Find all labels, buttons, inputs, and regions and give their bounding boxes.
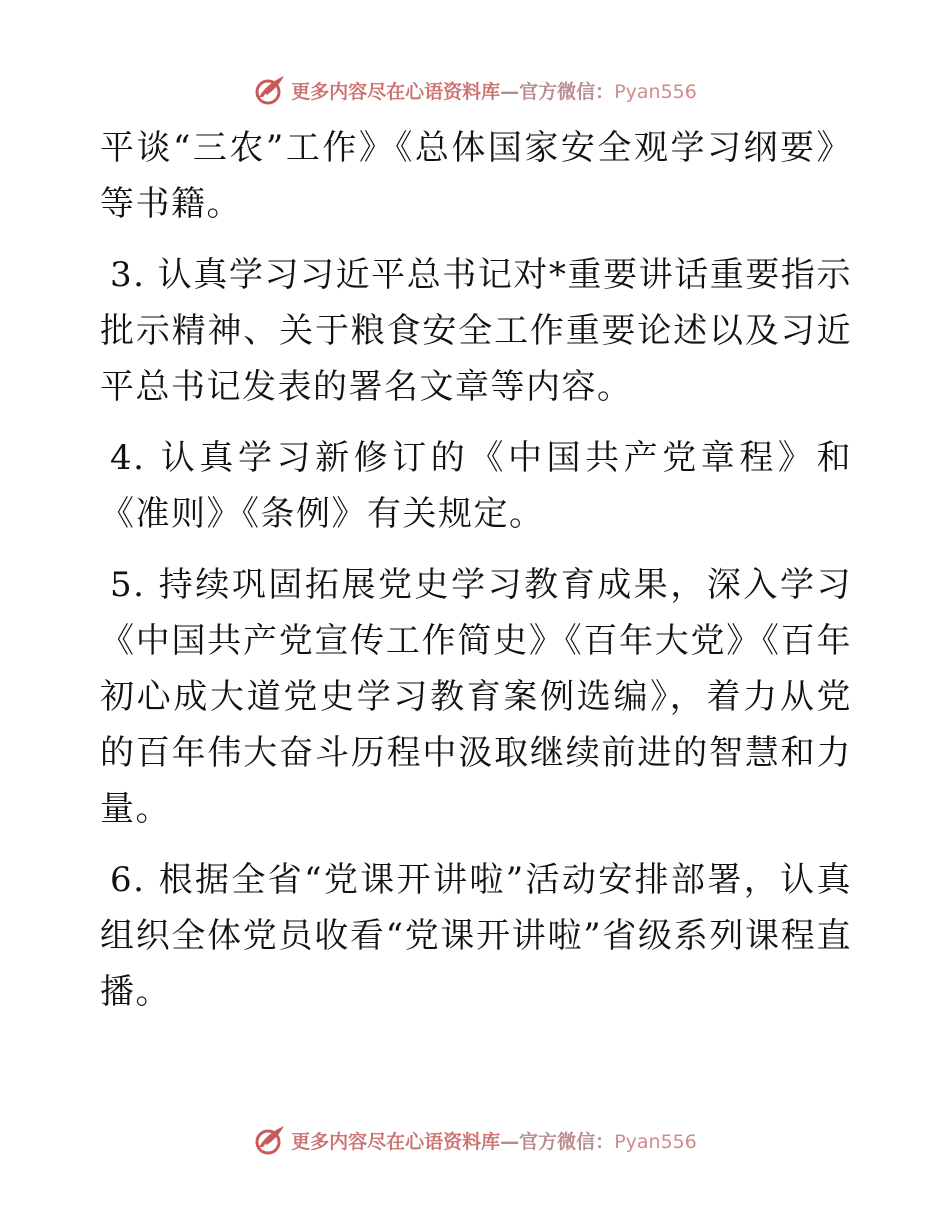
banner-main-text: 更多内容尽在心语资料库: [291, 1130, 501, 1153]
banner-separator-text: —官方微信：: [500, 80, 615, 103]
header-banner: [0, 70, 950, 110]
banner-wechat-id: Pyan556: [614, 80, 697, 103]
banner-separator-text: —官方微信：: [500, 1130, 615, 1153]
banner-text: [291, 1127, 697, 1154]
footer-banner: [0, 1120, 950, 1160]
document-body: [100, 120, 852, 1035]
paragraph-item-6: 6. 根据全省“党课开讲啦”活动安排部署，认真组织全体党员收看“党课开讲啦”省级系列课程直播。: [100, 860, 852, 1012]
quill-logo-icon: [253, 1123, 287, 1157]
paragraph-item-5: 5. 持续巩固拓展党史学习教育成果，深入学习《中国共产党宣传工作简史》《百年大党》《百年初心成大道党史学习教育案例选编》，着力从党的百年伟大奋斗历程中汲取继续前进的智慧和力量。: [100, 565, 852, 829]
quill-logo-icon: [253, 73, 287, 107]
paragraph-item-3: 3. 认真学习习近平总书记对*重要讲话重要指示批示精神、关于粮食安全工作重要论述以及习近平总书记发表的署名文章等内容。: [100, 255, 852, 407]
banner-text: [291, 77, 697, 104]
banner-wechat-id: Pyan556: [614, 1130, 697, 1153]
banner-main-text: 更多内容尽在心语资料库: [291, 80, 501, 103]
paragraph-continuation: 平谈“三农”工作》《总体国家安全观学习纲要》等书籍。: [100, 128, 852, 224]
paragraph-item-4: 4. 认真学习新修订的《中国共产党章程》和《准则》《条例》有关规定。: [100, 438, 852, 534]
